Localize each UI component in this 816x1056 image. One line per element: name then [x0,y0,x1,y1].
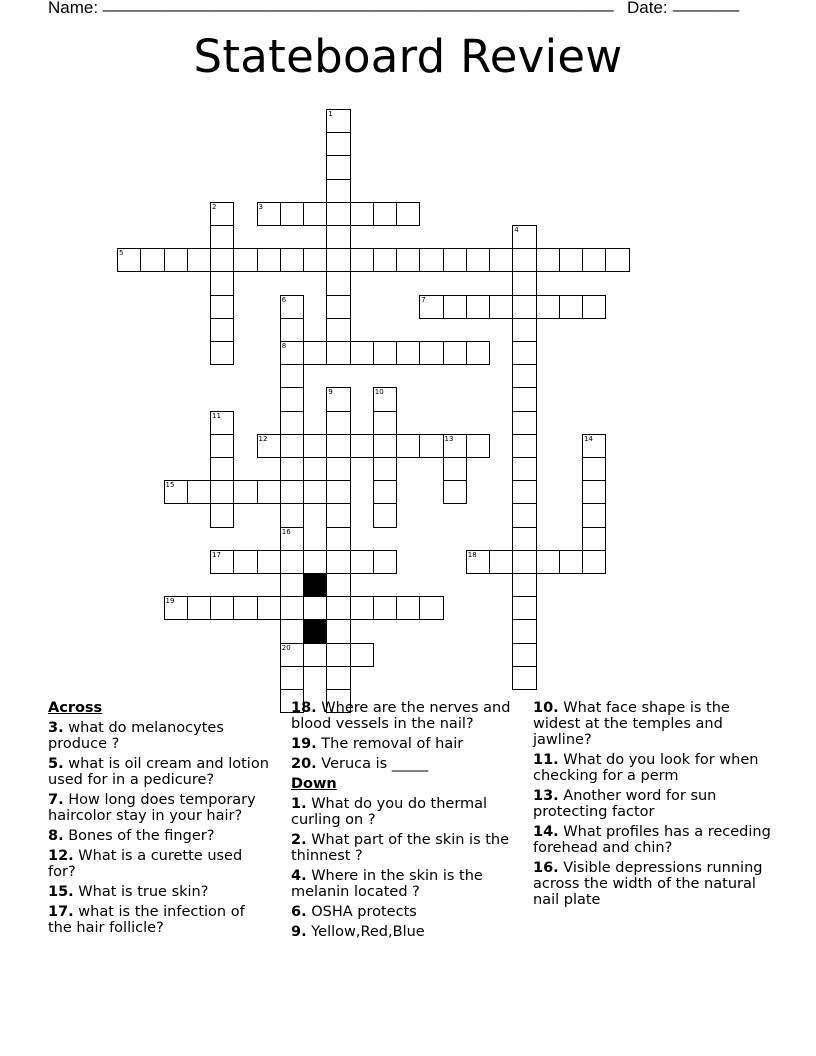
clue-item-text: Veruca is _____ [316,756,429,772]
crossword-cell[interactable] [326,271,350,295]
clue-number: 15 [165,481,175,490]
clue-number: 3 [258,202,263,211]
clue-item-text: The removal of hair [316,736,464,752]
crossword-cell[interactable] [396,596,420,620]
crossword-cell[interactable] [582,550,606,574]
crossword-cell[interactable] [605,248,629,272]
across-clues-part-2 [291,700,519,772]
clue-item-number: 3. [48,720,64,736]
crossword-cell[interactable] [466,295,490,319]
crossword-cell[interactable] [257,248,281,272]
crossword-cell[interactable] [280,411,304,435]
crossword-cell[interactable] [512,225,536,249]
crossword-cell[interactable] [512,318,536,342]
name-line[interactable]: ______________________________________________________ [103,0,614,12]
clue-item-number: 9. [291,924,307,940]
crossword-cell[interactable] [280,387,304,411]
clue-item [291,832,519,864]
clue-number: 20 [281,643,291,652]
crossword-cell[interactable] [512,596,536,620]
clue-item [48,792,270,824]
clue-item-number: 8. [48,828,64,844]
clue-item-text: What face shape is the widest at the temples and jawline? [533,700,730,748]
crossword-cell[interactable] [512,295,536,319]
crossword-cell[interactable] [164,596,188,620]
crossword-cell[interactable] [512,457,536,481]
crossword-cell[interactable] [536,248,560,272]
crossword-cell[interactable] [443,434,467,458]
crossword-cell[interactable] [443,480,467,504]
crossword-cell[interactable] [326,619,350,643]
crossword-cell[interactable] [512,411,536,435]
crossword-cell[interactable] [489,295,513,319]
clue-item-text: OSHA protects [306,904,417,920]
clue-item-text: Yellow,Red,Blue [306,924,425,940]
crossword-cell[interactable] [257,550,281,574]
clue-item [291,700,519,732]
crossword-cell[interactable] [443,457,467,481]
crossword-cell[interactable] [280,457,304,481]
clue-item [533,860,773,908]
crossword-cell[interactable] [512,248,536,272]
crossword-cell[interactable] [303,434,327,458]
clue-item-number: 20. [291,756,317,772]
crossword-cell[interactable] [559,295,583,319]
crossword-cell[interactable] [326,550,350,574]
crossword-cell[interactable] [303,480,327,504]
crossword-block [303,573,327,597]
crossword-cell[interactable] [280,248,304,272]
crossword-cell[interactable] [582,295,606,319]
crossword-cell[interactable] [326,387,350,411]
clue-number: 2 [212,202,217,211]
crossword-cell[interactable] [559,248,583,272]
clue-item-text: What do you do thermal curling on ? [291,796,488,828]
clue-item [291,904,519,920]
crossword-cell[interactable] [257,596,281,620]
crossword-cell[interactable] [326,225,350,249]
clue-item-number: 13. [533,788,559,804]
crossword-cell[interactable] [373,550,397,574]
crossword-cell[interactable] [512,271,536,295]
clue-item-number: 2. [291,832,307,848]
crossword-cell[interactable] [512,527,536,551]
crossword-cell[interactable] [536,295,560,319]
crossword-cell[interactable] [280,202,304,226]
crossword-cell[interactable] [210,596,234,620]
clue-column-2 [291,700,519,944]
crossword-cell[interactable] [326,457,350,481]
crossword-cell[interactable] [373,503,397,527]
crossword-cell[interactable] [512,364,536,388]
crossword-cell[interactable] [303,341,327,365]
crossword-cell[interactable] [210,411,234,435]
crossword-cell[interactable] [512,434,536,458]
crossword-cell[interactable] [512,503,536,527]
clue-number: 13 [444,434,454,443]
crossword-cell[interactable] [280,318,304,342]
crossword-cell[interactable] [280,643,304,667]
clue-item-text: What part of the skin is the thinnest ? [291,832,510,864]
crossword-cell[interactable] [164,248,188,272]
crossword-cell[interactable] [489,550,513,574]
clue-item-text: How long does temporary haircolor stay in your hair? [48,792,256,824]
crossword-cell[interactable] [419,596,443,620]
crossword-cell[interactable] [326,341,350,365]
clue-list [0,700,816,1030]
clue-item-text: what is the infection of the hair follicle? [48,904,245,936]
crossword-cell[interactable] [326,596,350,620]
clue-item [291,924,519,940]
crossword-cell[interactable] [280,295,304,319]
clue-item [291,868,519,900]
crossword-cell[interactable] [210,341,234,365]
crossword-cell[interactable] [280,480,304,504]
clue-item [48,828,270,844]
crossword-cell[interactable] [233,550,257,574]
crossword-cell[interactable] [280,619,304,643]
crossword-cell[interactable] [582,248,606,272]
crossword-cell[interactable] [512,666,536,690]
crossword-cell[interactable] [187,480,211,504]
crossword-cell[interactable] [303,596,327,620]
crossword-cell[interactable] [350,434,374,458]
crossword-cell[interactable] [210,295,234,319]
clue-item [291,796,519,828]
clue-item [533,752,773,784]
clue-column-3 [533,700,773,912]
crossword-cell[interactable] [210,457,234,481]
clue-number: 6 [281,295,287,304]
crossword-cell[interactable] [326,155,350,179]
crossword-cell[interactable] [210,271,234,295]
crossword-cell[interactable] [582,480,606,504]
crossword-cell[interactable] [140,248,164,272]
clue-item-text: What is a curette used for? [48,848,243,880]
crossword-cell[interactable] [210,503,234,527]
crossword-cell[interactable] [419,248,443,272]
crossword-cell[interactable] [419,434,443,458]
crossword-cell[interactable] [326,132,350,156]
crossword-cell[interactable] [512,341,536,365]
clue-item-number: 12. [48,848,74,864]
crossword-cell[interactable] [257,434,281,458]
crossword-cell[interactable] [233,480,257,504]
clue-number: 17 [212,550,221,559]
crossword-cell[interactable] [257,202,281,226]
crossword-cell[interactable] [326,527,350,551]
clue-item-number: 19. [291,736,317,752]
crossword-block [303,619,327,643]
crossword-cell[interactable] [559,550,583,574]
clue-number: 1 [328,110,333,118]
clue-item-number: 14. [533,824,559,840]
crossword-cell[interactable] [373,341,397,365]
crossword-cell[interactable] [117,248,141,272]
crossword-cell[interactable] [350,202,374,226]
crossword-cell[interactable] [373,387,397,411]
clue-number: 19 [165,597,175,606]
crossword-cell[interactable] [443,248,467,272]
crossword-cell[interactable] [536,550,560,574]
clue-item [533,788,773,820]
crossword-cell[interactable] [280,434,304,458]
crossword-cell[interactable] [257,480,281,504]
clue-number: 18 [467,550,477,559]
clue-item [48,904,270,936]
clue-item-text: Where are the nerves and blood vessels in the nail? [291,700,511,732]
clue-item-number: 1. [291,796,307,812]
crossword-cell[interactable] [396,202,420,226]
crossword-cell[interactable] [373,596,397,620]
date-label: Date: [627,0,668,17]
crossword-cell[interactable] [466,248,490,272]
clue-item [291,756,519,772]
clue-item-text: Bones of the finger? [63,828,215,844]
clue-item-number: 15. [48,884,74,900]
clue-item-text: Visible depressions running across the width of the natural nail plate [533,860,763,908]
crossword-cell[interactable] [326,318,350,342]
clue-item-number: 5. [48,756,64,772]
crossword-cell[interactable] [280,503,304,527]
crossword-cell[interactable] [512,550,536,574]
clue-item [533,824,773,856]
clue-number: 7 [421,295,426,304]
clue-number: 5 [119,249,124,258]
crossword-cell[interactable] [210,550,234,574]
crossword-cell[interactable] [280,666,304,690]
crossword-cell[interactable] [466,434,490,458]
clue-item-number: 4. [291,868,307,884]
clue-item-number: 7. [48,792,64,808]
clue-item-text: what do melanocytes produce ? [48,720,224,752]
clue-number: 14 [584,434,593,443]
clue-item-text: What profiles has a receding forehead and chin? [533,824,771,856]
crossword-cell[interactable] [582,503,606,527]
crossword-cell[interactable] [373,248,397,272]
clue-item [48,848,270,880]
crossword-cell[interactable] [303,550,327,574]
crossword-cell[interactable] [303,643,327,667]
clue-column-1 [48,700,270,940]
crossword-cell[interactable] [512,619,536,643]
clue-number: 4 [514,226,519,234]
crossword-cell[interactable] [326,480,350,504]
down-heading: Down [291,776,337,792]
clue-number: 8 [281,342,287,350]
clue-item [533,700,773,748]
crossword-cell[interactable] [582,434,606,458]
clue-number: 16 [281,527,291,536]
crossword-cell[interactable] [373,411,397,435]
crossword-cell[interactable] [233,596,257,620]
crossword-cell[interactable] [350,550,374,574]
crossword-cell[interactable] [512,643,536,667]
crossword-cell[interactable] [396,341,420,365]
crossword-cell[interactable] [210,480,234,504]
crossword-cell[interactable] [164,480,188,504]
crossword-cell[interactable] [350,341,374,365]
crossword-cell[interactable] [582,527,606,551]
crossword-cell[interactable] [396,434,420,458]
across-heading: Across [48,700,103,716]
crossword-cell[interactable] [210,225,234,249]
crossword-cell[interactable] [326,503,350,527]
crossword-cell[interactable] [210,434,234,458]
crossword-cell[interactable] [326,109,350,133]
crossword-cell[interactable] [210,248,234,272]
crossword-cell[interactable] [373,457,397,481]
clue-item [48,720,270,752]
crossword-cell[interactable] [373,434,397,458]
clue-number: 10 [374,388,384,397]
crossword-cell[interactable] [443,341,467,365]
crossword-cell[interactable] [419,295,443,319]
clue-number: 9 [328,388,333,397]
clue-item [48,756,270,788]
clue-item-number: 18. [291,700,317,716]
crossword-cell[interactable] [350,643,374,667]
crossword-cell[interactable] [326,202,350,226]
across-clues-part-1 [48,720,270,936]
crossword-cell[interactable] [326,666,350,690]
crossword-cell[interactable] [466,341,490,365]
clue-item-number: 10. [533,700,559,716]
crossword-cell[interactable] [512,480,536,504]
clue-item [291,736,519,752]
crossword-cell[interactable] [443,295,467,319]
crossword-cell[interactable] [373,202,397,226]
crossword-cell[interactable] [187,248,211,272]
crossword-cell[interactable] [303,202,327,226]
date-line[interactable]: _______ [673,0,740,12]
crossword-cell[interactable] [187,596,211,620]
crossword-cell[interactable] [350,248,374,272]
clue-number: 12 [258,434,268,443]
clue-item-text: What is true skin? [73,884,209,900]
clue-item-number: 16. [533,860,559,876]
crossword-cell[interactable] [280,364,304,388]
clue-item [48,884,270,900]
clue-item-text: Where in the skin is the melanin located ? [291,868,483,900]
crossword-cell[interactable] [280,341,304,365]
crossword-cell[interactable] [396,248,420,272]
crossword-cell[interactable] [419,341,443,365]
clue-item-number: 17. [48,904,74,920]
crossword-cell[interactable] [326,434,350,458]
crossword-cell[interactable] [326,248,350,272]
crossword-cell[interactable] [326,573,350,597]
crossword-cell[interactable] [326,295,350,319]
crossword-cell[interactable] [280,550,304,574]
crossword-cell[interactable] [210,202,234,226]
name-label: Name: [48,0,99,17]
crossword-cell[interactable] [303,248,327,272]
down-clues-part-1 [291,796,519,940]
crossword-cell[interactable] [280,527,304,551]
crossword-cell[interactable] [233,248,257,272]
crossword-cell[interactable] [210,318,234,342]
down-clues-part-2 [533,700,773,908]
crossword-cell[interactable] [489,248,513,272]
clue-item-text: What do you look for when checking for a perm [533,752,759,784]
crossword-cell[interactable] [373,480,397,504]
crossword-cell[interactable] [350,596,374,620]
clue-item-number: 6. [291,904,307,920]
crossword-cell[interactable] [280,573,304,597]
crossword-cell[interactable] [582,457,606,481]
page-title: Stateboard Review [193,30,623,83]
clue-item-number: 11. [533,752,559,768]
crossword-cell[interactable] [512,573,536,597]
crossword-cell[interactable] [326,643,350,667]
clue-number: 11 [212,411,221,420]
clue-item-text: what is oil cream and lotion used for in a pedicure? [48,756,269,788]
crossword-cell[interactable] [326,411,350,435]
crossword-cell[interactable] [512,387,536,411]
crossword-cell[interactable] [280,596,304,620]
crossword-cell[interactable] [326,179,350,203]
clue-item-text: Another word for sun protecting factor [533,788,717,820]
crossword-cell[interactable] [466,550,490,574]
